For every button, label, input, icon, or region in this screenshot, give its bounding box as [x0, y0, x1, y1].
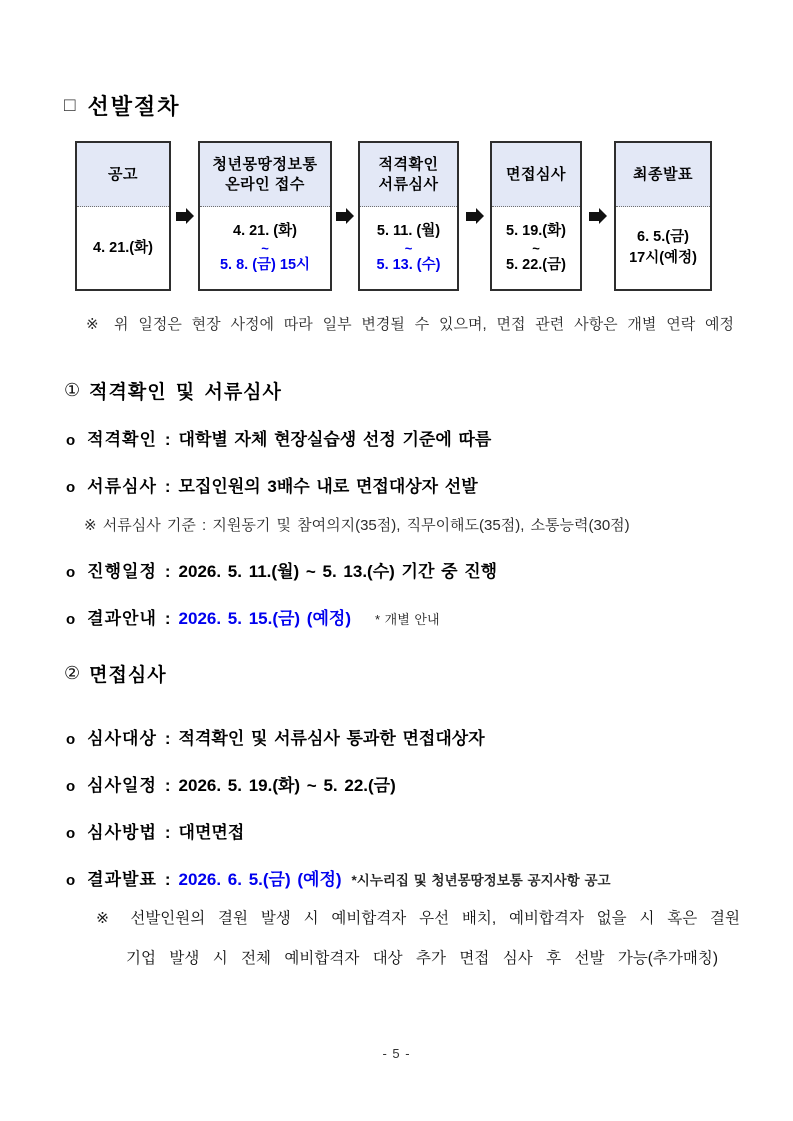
- item-value-date: 2026. 5. 15.(금) (예정): [178, 609, 351, 628]
- flow-step-header-line: 적격확인: [378, 155, 439, 173]
- item-label: 적격확인: [87, 430, 157, 449]
- flow-arrow: [332, 212, 358, 221]
- item-label: 서류심사: [87, 477, 157, 496]
- item-review-method: [66, 818, 244, 843]
- bullet-icon: o: [66, 731, 76, 748]
- section2-heading: [64, 660, 167, 687]
- bullet-icon: o: [66, 872, 76, 889]
- bullet-icon: o: [66, 778, 76, 795]
- item-colon: :: [164, 430, 171, 449]
- flow-step-header: [200, 143, 330, 207]
- flow-arrow: [459, 212, 490, 221]
- item-label: 결과발표: [87, 870, 157, 889]
- flow-step-tilde: ~: [261, 240, 269, 256]
- waitlist-note-line1: ※ 선발인원의 결원 발생 시 예비합격자 우선 배치, 예비합격자 없을 시 혹은 결원: [96, 910, 740, 927]
- flow-step-tilde: ~: [404, 240, 413, 256]
- flow-step-body: [200, 207, 330, 289]
- circled-2-icon: ②: [64, 663, 81, 683]
- flow-step-final-announcement: [614, 141, 712, 291]
- item-label: 결과안내: [87, 609, 157, 628]
- flow-step-header-line: 온라인 접수: [225, 175, 305, 193]
- flow-step-online-application: [198, 141, 332, 291]
- item-colon: :: [164, 609, 171, 628]
- flow-step-header: [77, 143, 169, 207]
- bullet-icon: o: [66, 564, 76, 581]
- flow-step-body: [360, 207, 457, 289]
- arrow-right-icon: [466, 212, 476, 221]
- page-title: [64, 90, 181, 121]
- flow-step-body: [492, 207, 580, 289]
- item-document-screening: [66, 472, 478, 497]
- flow-step-date: 5. 8. (금) 15시: [219, 256, 311, 273]
- bullet-icon: o: [66, 825, 76, 842]
- flow-arrow: [171, 212, 198, 221]
- item-colon: :: [164, 776, 171, 795]
- flow-step-header: [360, 143, 457, 207]
- section1-heading-text: 적격확인 및 서류심사: [89, 382, 282, 403]
- item-value: 모집인원의 3배수 내로 면접대상자 선발: [178, 477, 478, 496]
- bullet-icon: o: [66, 432, 76, 449]
- arrow-right-icon: [336, 212, 346, 221]
- item-label: 진행일정: [87, 562, 157, 581]
- item-label: 심사대상: [87, 729, 157, 748]
- flow-step-body: [77, 207, 169, 289]
- flow-step-header: [616, 143, 710, 207]
- flow-step-date: 6. 5.(금): [637, 229, 689, 245]
- flow-step-date: 5. 22.(금): [506, 256, 566, 273]
- arrow-right-icon: [589, 212, 599, 221]
- item-mini-note: * 개별 안내: [374, 612, 440, 627]
- item-label: 심사방법: [87, 823, 157, 842]
- item-value: 적격확인 및 서류심사 통과한 면접대상자: [178, 729, 485, 748]
- section1-heading: [64, 377, 282, 404]
- item-colon: :: [164, 729, 171, 748]
- item-colon: :: [164, 823, 171, 842]
- flow-step-interview: [490, 141, 582, 291]
- arrow-right-icon: [176, 212, 186, 221]
- item-value: 대학별 자체 현장실습생 선정 기준에 따름: [178, 430, 492, 449]
- item-value: 대면면접: [178, 823, 245, 842]
- screening-criteria-note: ※ 서류심사 기준 : 지원동기 및 참여의지(35점), 직무이해도(35점), 소통능력(30점): [84, 517, 630, 534]
- item-schedule: [66, 557, 497, 582]
- bullet-icon: o: [66, 611, 76, 628]
- item-eligibility-check: [66, 425, 491, 450]
- checkbox-square-icon: □: [64, 94, 76, 116]
- item-result-notice: [66, 604, 440, 629]
- flow-step-date: 4. 21. (화): [233, 222, 297, 239]
- flow-arrow: [582, 212, 614, 221]
- item-colon: :: [164, 562, 171, 581]
- flow-step-document-screening: [358, 141, 459, 291]
- section2-heading-text: 면접심사: [89, 665, 167, 686]
- flow-step-tilde: ~: [532, 240, 540, 256]
- flow-step-header: [492, 143, 580, 207]
- item-label: 심사일정: [87, 776, 157, 795]
- flow-step-header-line: 최종발표: [633, 165, 693, 183]
- schedule-change-note: ※ 위 일정은 현장 사정에 따라 일부 변경될 수 있으며, 면접 관련 사항은 개별 연락 예정: [86, 316, 734, 333]
- item-value: 2026. 5. 11.(월) ~ 5. 13.(수) 기간 중 진행: [178, 562, 498, 581]
- item-colon: :: [164, 870, 171, 889]
- item-mini-note: *시누리집 및 청년몽땅정보통 공지사항 공고: [351, 873, 611, 888]
- flow-step-header-line: 서류심사: [378, 175, 439, 193]
- item-review-target: [66, 724, 485, 749]
- item-value: 2026. 5. 19.(화) ~ 5. 22.(금): [178, 776, 396, 795]
- flow-step-date: 5. 11. (월): [376, 222, 441, 239]
- page-title-text: 선발절차: [87, 94, 181, 119]
- flow-step-header-line: 면접심사: [506, 165, 566, 183]
- item-value-date: 2026. 6. 5.(금) (예정): [178, 870, 342, 889]
- flow-step-date: 17시(예정): [629, 250, 697, 266]
- flow-step-date: 5. 13. (수): [376, 256, 441, 273]
- item-colon: :: [164, 477, 171, 496]
- flow-step-date: 5. 19.(화): [506, 222, 566, 239]
- bullet-icon: o: [66, 479, 76, 496]
- selection-process-flowchart: [75, 141, 712, 291]
- circled-1-icon: ①: [64, 380, 81, 400]
- waitlist-note-line2: 기업 발생 시 전체 예비합격자 대상 추가 면접 심사 후 선발 가능(추가매칭): [126, 950, 718, 967]
- flow-step-body: [616, 207, 710, 289]
- page-number: - 5 -: [382, 1046, 411, 1061]
- flow-step-date: 4. 21.(화): [93, 239, 153, 256]
- flow-step-announcement: [75, 141, 171, 291]
- item-review-schedule: [66, 771, 396, 796]
- item-result-announcement: [66, 865, 611, 890]
- flow-step-header-line: 청년몽땅정보통: [212, 155, 318, 173]
- flow-step-header-line: 공고: [108, 165, 138, 183]
